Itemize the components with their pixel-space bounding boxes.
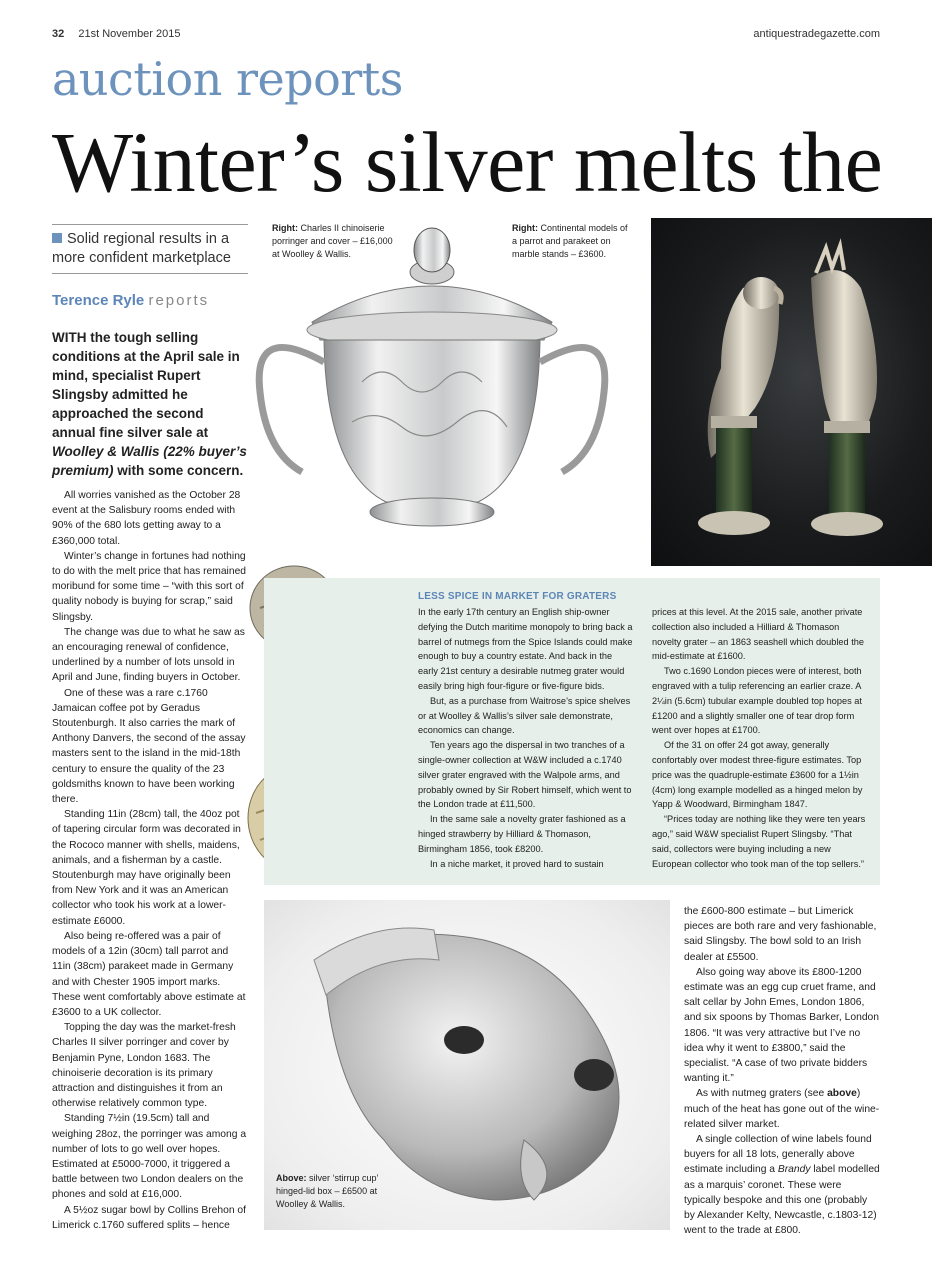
body-text: As with nutmeg graters (see <box>696 1088 828 1100</box>
body-paragraph: the £600-800 estimate – but Limerick pieces are both rare and very fashionable, said Slingsby. The bowl sold to an Irish dealer at £5500. <box>684 906 877 963</box>
standfirst-rule-bottom <box>52 273 248 274</box>
body-paragraph: Also going way above its £800-1200 estimate was an egg cup cruet frame, and salt cellar by John Emes, London 1806, and six spoons by Thomas Barker, London 1806. “It was very attractive but I’ve no idea why it went to £3800,” said the specialist. “A case of two private bidders wanting it.” <box>684 966 879 1085</box>
body-text: ) much of the heat has gone out of the wine-related silver market. <box>684 1088 880 1130</box>
porringer-photo <box>232 212 642 572</box>
body-text: label modelled as a marquis’ coronet. These were typically bespoke and this one (probably by Alexander Kelty, Newcastle, c.1803-12) went to the trade at £800. <box>684 1164 880 1237</box>
headline: Winter’s silver melts the <box>52 114 883 210</box>
intro-emphasis: Woolley & Wallis (22% buyer’s premium) <box>52 444 247 478</box>
body-text: A single collection of wine labels found buyers for all 18 lots, generally above estimate including a <box>684 1134 872 1176</box>
body-paragraph <box>684 1086 880 1132</box>
sidebar-column-1 <box>418 605 634 871</box>
standfirst <box>52 230 248 268</box>
sidebar-paragraph: In the same sale a novelty grater fashioned as a hinged strawberry by Hilliard & Thomason, Birmingham 1856, took £8200. <box>418 814 626 854</box>
cross-reference: above <box>827 1088 857 1100</box>
section-kicker: auction reports <box>52 52 403 106</box>
caption-text: Continental models of a parrot and parakeet on marble stands – £3600. <box>512 223 628 259</box>
issue-date: 21st November 2015 <box>78 28 181 40</box>
parrots-illustration <box>651 218 932 566</box>
sidebar-paragraph: prices at this level. At the 2015 sale, another private collection also included a Hilliard & Thomason novelty grater – an 1863 seashell which doubled the mid-estimate at £1600. <box>652 607 864 662</box>
byline-name: Terence Ryle <box>52 292 145 309</box>
caption-label: Above: <box>276 1173 307 1183</box>
site-url: antiquestradegazette.com <box>753 28 880 40</box>
parrots-photo <box>651 218 932 566</box>
body-paragraph: Standing 7½in (19.5cm) tall and weighing 28oz, the porringer was among a number of lots to go well over hopes. Estimated at £5000-7000, it triggered a battle between two London dealers on the phones and sold at £16,000. <box>52 1113 247 1201</box>
sidebar-paragraph: “Prices today are nothing like they were ten years ago,” said W&W specialist Rupert Slingsby. “That said, collectors were buying including a new European collector who took man of the top sellers.” <box>652 814 866 869</box>
body-paragraph: Standing 11in (28cm) tall, the 40oz pot of tapering circular form was decorated in the Rococo manner with shells, maidens, animals, and a fisherman by a castle. Stoutenburgh may have originally been from New York and it was an American collector who took his work at a lower-estimate £6000. <box>52 809 241 927</box>
sidebar-column-2 <box>652 605 870 871</box>
caption-parrots <box>512 222 630 261</box>
caption-label: Right: <box>272 223 298 233</box>
standfirst-text: Solid regional results in a more confident marketplace <box>52 231 231 266</box>
page-header-left <box>52 28 181 40</box>
caption-text: silver ‘stirrup cup’ hinged-lid box – £6500 at Woolley & Wallis. <box>276 1173 379 1209</box>
porringer-illustration <box>232 212 642 572</box>
standfirst-rule-top <box>52 224 248 225</box>
page-number: 32 <box>52 28 65 40</box>
body-paragraph: A 5½oz sugar bowl by Collins Brehon of Limerick c.1760 suffered splits – hence <box>52 1204 247 1231</box>
caption-porringer <box>272 222 402 261</box>
body-paragraph: One of these was a rare c.1760 Jamaican coffee pot by Geradus Stoutenburgh. It also carries the mark of Anthony Danvers, the second of the assay masters sent to the island in the mid-18th century to ensure the quality of the 23 goldsmiths known to have been working there. <box>52 687 246 806</box>
body-paragraph: Topping the day was the market-fresh Charles II silver porringer and cover by Benjamin Pyne, London 1683. The chinoiserie decoration is its primary attraction and distinguishes it from an otherwise relatively common type. <box>52 1022 236 1110</box>
intro-lead: WITH the tough selling conditions at the April sale in mind, specialist Rupert Slingsby admitted he approached the second annual fine silver sale at <box>52 330 240 440</box>
sidebar-paragraph: Ten years ago the dispersal in two tranches of a single-owner collection at W&W included a c.1740 silver grater engraved with the Walpole arms, and probably owned by Sir Robert himself, which went to the London trade at £11,500. <box>418 740 632 810</box>
sidebar-title: LESS SPICE IN MARKET FOR GRATERS <box>418 591 617 602</box>
emphasis-text: Brandy <box>777 1164 811 1176</box>
body-paragraph: Winter’s change in fortunes had nothing to do with the melt price that has remained moribund for some time – “with this sort of quality nobody is buying for scrap,” said Slingsby. <box>52 550 247 623</box>
sidebar-paragraph: Two c.1690 London pieces were of interest, both engraved with a tulip referencing an earlier craze. A 2¼in (5.6cm) tubular example doubled top hopes at £1200 and a slightly smaller one of tear drop form went over hopes at £1700. <box>652 666 862 736</box>
sidebar-paragraph: Of the 31 on offer 24 got away, generally confortably over modest three-figure estimates. Top price was the quadruple-estimate £3600 for a 1½in (4cm) long example modelled as a hinged melon by Yapp & Woodward, Birmingham 1847. <box>652 740 863 810</box>
sidebar-paragraph: In the early 17th century an English ship-owner defying the Dutch maritime monopoly to bring back a barrel of nutmegs from the Spice Islands could make enough to buy a country estate. And back in the early 21st century a desirable nutmeg grater would easily bring high four-figure or five-figure bids. <box>418 607 633 691</box>
square-bullet-icon <box>52 233 62 243</box>
sidebar-paragraph: But, as a purchase from Waitrose’s spice shelves or at Woolley & Wallis’s silver sale demonstrate, economics can change. <box>418 695 631 736</box>
byline-role: reports <box>148 292 210 309</box>
body-paragraph: All worries vanished as the October 28 event at the Salisbury rooms ended with 90% of the 680 lots getting away to a £360,000 total. <box>52 490 241 547</box>
caption-label: Right: <box>512 223 538 233</box>
intro-tail: with some concern. <box>113 463 244 478</box>
intro-paragraph <box>52 328 248 480</box>
caption-text: Charles II chinoiserie porringer and cover – £16,000 at Woolley & Wallis. <box>272 223 393 259</box>
sidebar-paragraph: In a niche market, it proved hard to sustain <box>430 858 604 869</box>
body-column-left <box>52 488 248 1233</box>
body-paragraph <box>684 1132 880 1238</box>
caption-dog-box <box>276 1172 392 1211</box>
body-paragraph: The change was due to what he saw as an encouraging renewal of confidence, underlined by a number of lots unsold in April and June, finding buyers in October. <box>52 626 245 684</box>
body-paragraph: Also being re-offered was a pair of models of a 12in (30cm) tall parrot and 11in (38cm) parakeet made in Germany and with Chester 1905 import marks. These went comfortably above estimate at £3600 to a UK collector. <box>52 930 246 1018</box>
byline <box>52 292 209 309</box>
body-column-right <box>684 904 880 1238</box>
